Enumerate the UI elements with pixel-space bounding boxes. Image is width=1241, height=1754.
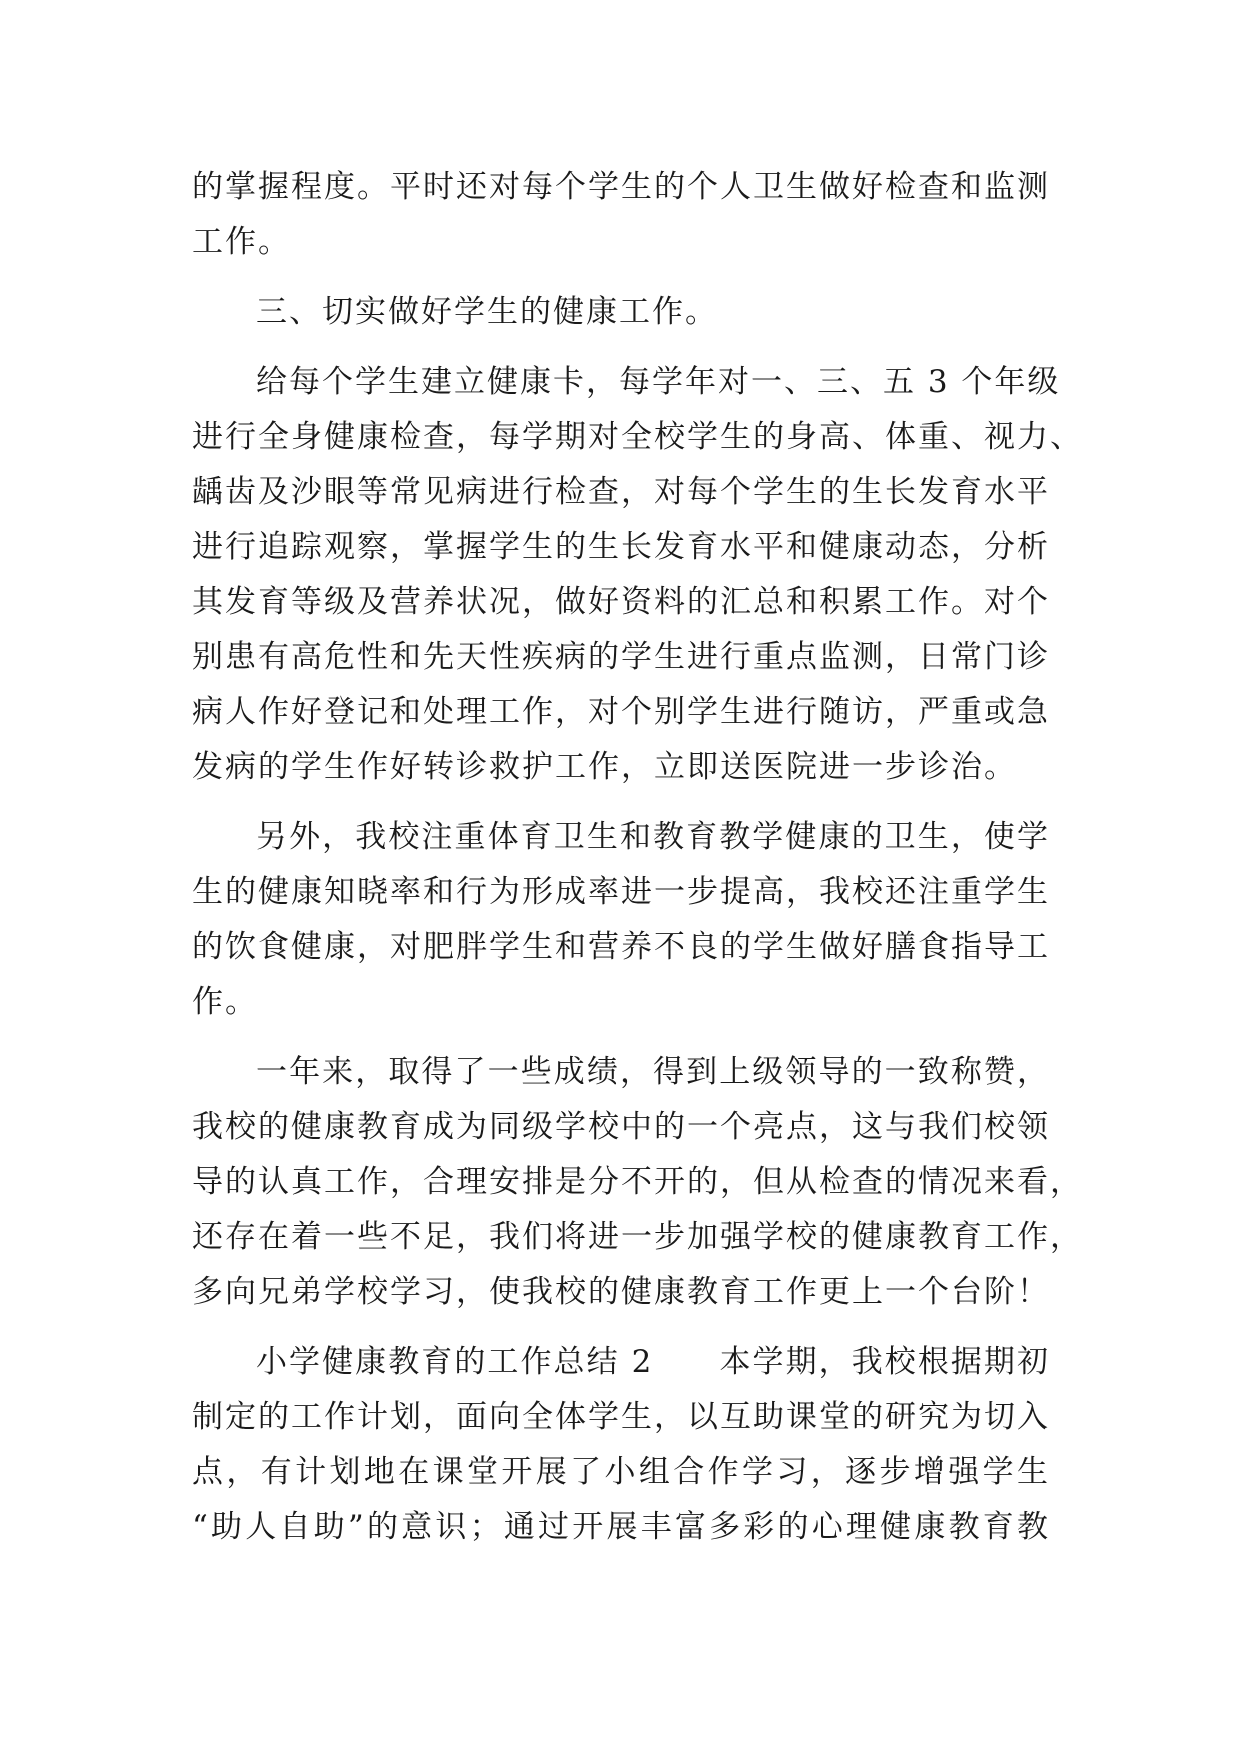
text-line: 病人作好登记和处理工作，对个别学生进行随访，严重或急 bbox=[192, 694, 1050, 730]
text-line: 的掌握程度。平时还对每个学生的个人卫生做好检查和监测 bbox=[192, 169, 1050, 205]
text-line: 给每个学生建立健康卡，每学年对一、三、五 3 个年级 bbox=[256, 364, 1061, 400]
text-line: 其发育等级及营养状况，做好资料的汇总和积累工作。对个 bbox=[192, 584, 1050, 620]
text-line: 龋齿及沙眼等常见病进行检查，对每个学生的生长发育水平 bbox=[192, 474, 1050, 510]
paragraph bbox=[192, 355, 1083, 795]
text-line: 导的认真工作，合理安排是分不开的，但从检查的情况来看， bbox=[192, 1164, 1083, 1200]
section-heading bbox=[192, 285, 1050, 340]
text-line: 发病的学生作好转诊救护工作，立即送医院进一步诊治。 bbox=[192, 749, 1017, 785]
text-line: 我校的健康教育成为同级学校中的一个亮点，这与我们校领 bbox=[192, 1109, 1050, 1145]
text-line: 点，有计划地在课堂开展了小组合作学习，逐步增强学生 bbox=[192, 1454, 1050, 1490]
text-line: 制定的工作计划，面向全体学生，以互助课堂的研究为切入 bbox=[192, 1399, 1050, 1435]
text-line: 工作。 bbox=[192, 224, 291, 260]
text-line: 生的健康知晓率和行为形成率进一步提高，我校还注重学生 bbox=[192, 874, 1050, 910]
text-line: 别患有高危性和先天性疾病的学生进行重点监测，日常门诊 bbox=[192, 639, 1050, 675]
paragraph bbox=[192, 810, 1050, 1030]
text-line: 进行全身健康检查，每学期对全校学生的身高、体重、视力、 bbox=[192, 419, 1083, 455]
text-line: “助人自助”的意识；通过开展丰富多彩的心理健康教育教 bbox=[192, 1509, 1050, 1545]
text-line: 一年来，取得了一些成绩，得到上级领导的一致称赞， bbox=[256, 1054, 1050, 1090]
text-line: 的饮食健康，对肥胖学生和营养不良的学生做好膳食指导工 bbox=[192, 929, 1050, 965]
paragraph bbox=[192, 1335, 1050, 1555]
text-line: 小学健康教育的工作总结 2 本学期，我校根据期初 bbox=[256, 1344, 1050, 1380]
text-line: 进行追踪观察，掌握学生的生长发育水平和健康动态，分析 bbox=[192, 529, 1050, 565]
paragraph bbox=[192, 160, 1050, 270]
document-page bbox=[192, 160, 1083, 1570]
text-line: 三、切实做好学生的健康工作。 bbox=[256, 294, 718, 330]
text-line: 作。 bbox=[192, 984, 258, 1020]
text-line: 另外，我校注重体育卫生和教育教学健康的卫生，使学 bbox=[256, 819, 1050, 855]
paragraph bbox=[192, 1045, 1083, 1320]
text-line: 多向兄弟学校学习，使我校的健康教育工作更上一个台阶！ bbox=[192, 1274, 1050, 1310]
text-line: 还存在着一些不足，我们将进一步加强学校的健康教育工作， bbox=[192, 1219, 1083, 1255]
